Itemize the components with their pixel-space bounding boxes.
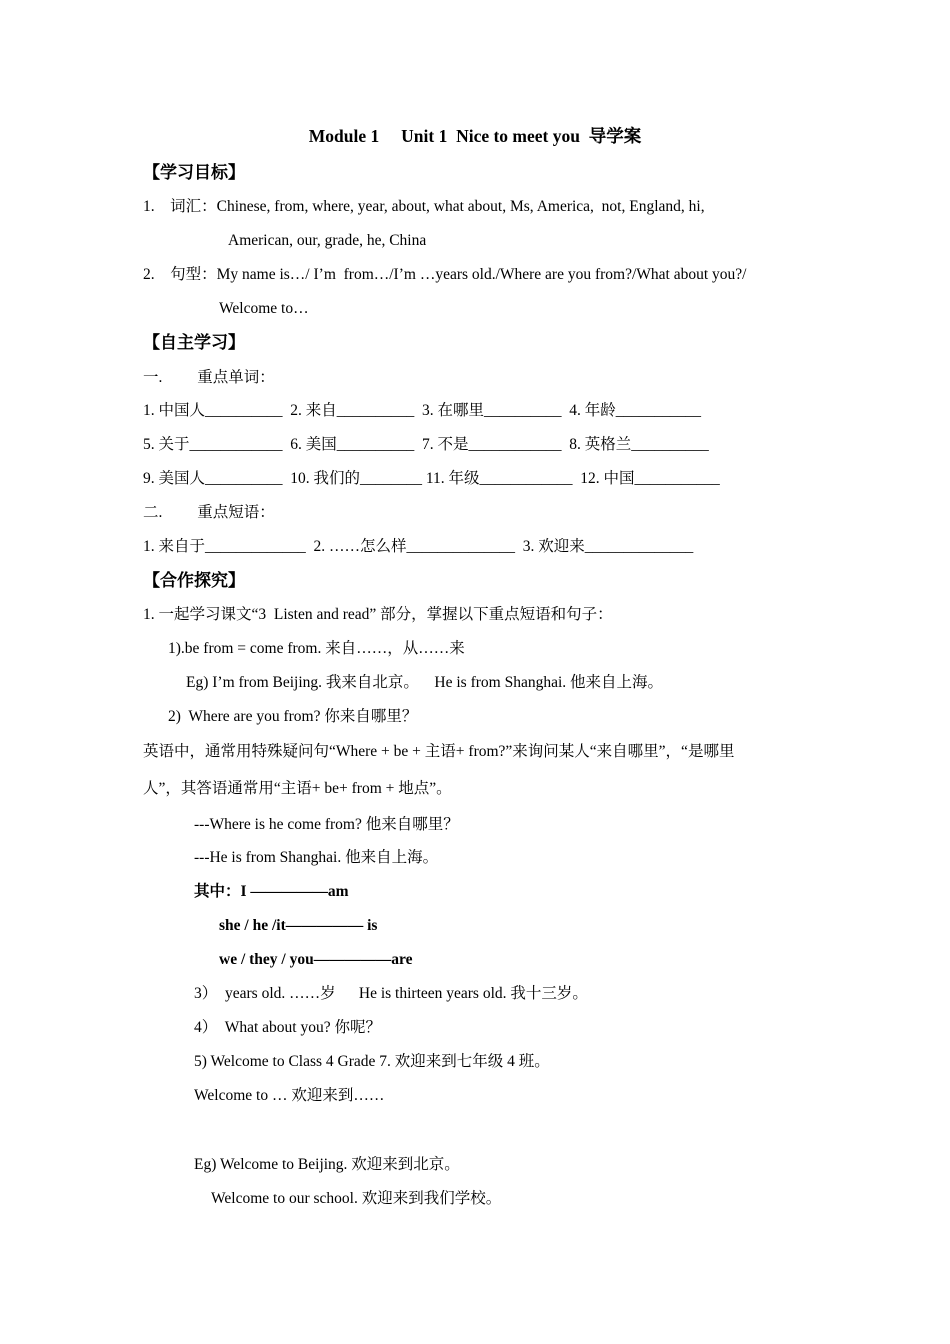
words-row-2: 5. 关于____________ 6. 美国__________ 7. 不是____________ 8. 英格兰__________ [143,436,709,453]
section-heading-cooperate: 【合作探究】 [143,571,245,590]
phrases-heading: 二. 重点短语： [143,504,275,521]
words-row-3: 9. 美国人__________ 10. 我们的________ 11. 年级____________ 12. 中国___________ [143,470,720,487]
phrases-row-1: 1. 来自于_____________ 2. ……怎么样______________ 3. 欢迎来______________ [143,538,694,555]
point-2-question: ---Where is he come from? 他来自哪里？ [194,816,459,833]
point-5: 5) Welcome to Class 4 Grade 7. 欢迎来到七年级 4 班。 [194,1053,550,1070]
be-verb-she: she / he /it————— is [219,917,378,934]
pattern-line-1: 2. 句型：My name is…/ I’m from…/I’m …years old./Where are you from?/What about you?/ [143,266,747,283]
page-title: Module 1 Unit 1 Nice to meet you 导学案 [308,126,642,146]
section-heading-goals: 【学习目标】 [143,163,245,182]
be-verb-we: we / they / you—————are [219,951,413,968]
words-heading: 一. 重点单词： [143,369,275,386]
point-1-example: Eg) I’m from Beijing. 我来自北京。 He is from Shanghai. 他来自上海。 [186,674,664,691]
point-5-example-2: Welcome to our school. 欢迎来到我们学校。 [211,1190,502,1207]
vocab-line-2: American, our, grade, he, China [228,232,427,249]
words-row-1: 1. 中国人__________ 2. 来自__________ 3. 在哪里__________ 4. 年龄___________ [143,402,702,419]
point-3: 3） years old. ……岁 He is thirteen years old. 我十三岁。 [194,985,588,1002]
point-2-explain-1: 英语中，通常用特殊疑问句“Where + be + 主语+ from?”来询问某人“来自哪里”，“是哪里 [143,743,735,760]
point-2-explain-2: 人”，其答语通常用“主语+ be+ from + 地点”。 [143,780,452,797]
point-2: 2) Where are you from? 你来自哪里？ [168,708,418,725]
vocab-line-1: 1. 词汇：Chinese, from, where, year, about, what about, Ms, America, not, England, hi, [143,198,705,215]
point-5-pattern: Welcome to … 欢迎来到…… [194,1087,385,1104]
pattern-line-2: Welcome to… [219,300,309,317]
point-5-example-1: Eg) Welcome to Beijing. 欢迎来到北京。 [194,1156,460,1173]
point-2-answer: ---He is from Shanghai. 他来自上海。 [194,849,439,866]
point-1: 1).be from = come from. 来自……，从……来 [168,640,465,657]
be-verb-i: 其中：I —————am [194,883,349,900]
cooperate-intro: 1. 一起学习课文“3 Listen and read” 部分，掌握以下重点短语和句子： [143,606,613,623]
section-heading-self-study: 【自主学习】 [143,333,245,352]
point-4: 4） What about you? 你呢？ [194,1019,381,1036]
